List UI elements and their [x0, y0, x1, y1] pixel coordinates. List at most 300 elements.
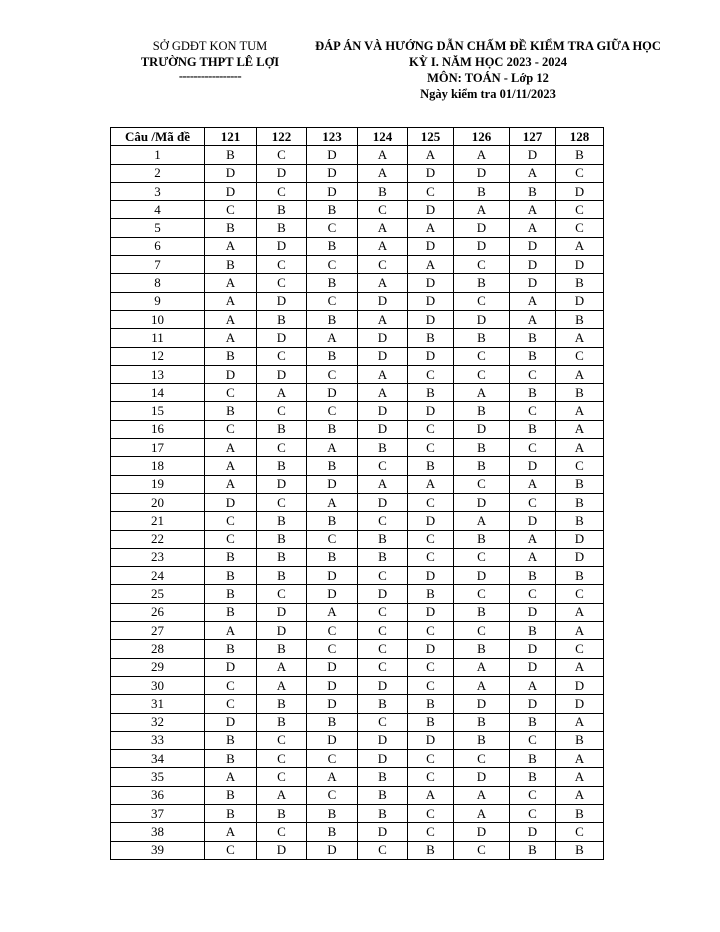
answer-cell: C: [205, 512, 257, 530]
answer-cell: A: [307, 439, 358, 457]
answer-cell: B: [307, 457, 358, 475]
answer-cell: B: [205, 347, 257, 365]
answer-cell: C: [510, 786, 556, 804]
column-header-code: 122: [257, 128, 307, 146]
table-row: [111, 804, 604, 822]
answer-cell: B: [205, 548, 257, 566]
answer-cell: C: [408, 530, 454, 548]
answer-cell: B: [205, 731, 257, 749]
answer-cell: B: [307, 347, 358, 365]
answer-cell: C: [307, 640, 358, 658]
header-divider: -----------------: [178, 69, 242, 83]
column-header-code: 126: [454, 128, 510, 146]
question-number-cell: 29: [111, 658, 205, 676]
answer-cell: D: [556, 530, 604, 548]
column-header-code: 127: [510, 128, 556, 146]
table-row: [111, 768, 604, 786]
answer-cell: A: [358, 384, 408, 402]
question-number-cell: 35: [111, 768, 205, 786]
answer-cell: C: [408, 420, 454, 438]
answer-cell: C: [556, 164, 604, 182]
answer-table-body: [111, 146, 604, 860]
answer-cell: B: [205, 804, 257, 822]
question-number-cell: 15: [111, 402, 205, 420]
table-row: [111, 347, 604, 365]
answer-cell: D: [454, 695, 510, 713]
table-row: [111, 603, 604, 621]
answer-cell: B: [257, 420, 307, 438]
answer-cell: A: [408, 146, 454, 164]
answer-cell: B: [556, 804, 604, 822]
table-row: [111, 384, 604, 402]
answer-cell: A: [205, 439, 257, 457]
answer-cell: A: [358, 219, 408, 237]
question-number-cell: 8: [111, 274, 205, 292]
answer-cell: C: [408, 768, 454, 786]
answer-cell: D: [510, 823, 556, 841]
answer-cell: D: [454, 310, 510, 328]
answer-cell: B: [510, 347, 556, 365]
answer-cell: D: [257, 841, 307, 859]
answer-cell: C: [408, 658, 454, 676]
answer-cell: A: [408, 256, 454, 274]
table-row: [111, 786, 604, 804]
table-row: [111, 512, 604, 530]
column-header-code: 124: [358, 128, 408, 146]
answer-cell: D: [205, 182, 257, 200]
answer-cell: B: [205, 219, 257, 237]
answer-cell: D: [257, 237, 307, 255]
answer-cell: B: [307, 512, 358, 530]
answer-cell: C: [205, 201, 257, 219]
answer-cell: D: [205, 713, 257, 731]
answer-cell: D: [358, 750, 408, 768]
answer-cell: C: [454, 585, 510, 603]
answer-cell: A: [408, 786, 454, 804]
answer-cell: B: [358, 439, 408, 457]
answer-cell: B: [408, 585, 454, 603]
answer-cell: A: [257, 786, 307, 804]
answer-cell: D: [454, 823, 510, 841]
table-row: [111, 475, 604, 493]
answer-cell: D: [358, 676, 408, 694]
answer-cell: C: [307, 365, 358, 383]
answer-cell: D: [408, 164, 454, 182]
answer-cell: D: [257, 603, 307, 621]
answer-cell: D: [257, 365, 307, 383]
table-row: [111, 841, 604, 859]
question-number-cell: 6: [111, 237, 205, 255]
answer-cell: D: [556, 292, 604, 310]
answer-cell: C: [408, 750, 454, 768]
answer-cell: A: [556, 786, 604, 804]
answer-cell: D: [307, 841, 358, 859]
answer-cell: B: [358, 695, 408, 713]
answer-cell: C: [358, 713, 408, 731]
answer-cell: A: [358, 365, 408, 383]
answer-cell: D: [307, 146, 358, 164]
answer-cell: B: [205, 567, 257, 585]
answer-cell: C: [556, 219, 604, 237]
answer-cell: A: [510, 676, 556, 694]
table-row: [111, 420, 604, 438]
answer-cell: D: [454, 567, 510, 585]
answer-cell: A: [556, 622, 604, 640]
answer-cell: D: [307, 695, 358, 713]
answer-cell: B: [556, 146, 604, 164]
answer-cell: B: [510, 713, 556, 731]
answer-cell: B: [510, 567, 556, 585]
answer-cell: D: [257, 622, 307, 640]
answer-cell: D: [556, 548, 604, 566]
answer-cell: A: [556, 365, 604, 383]
answer-cell: C: [358, 640, 408, 658]
answer-cell: A: [556, 329, 604, 347]
answer-cell: C: [307, 622, 358, 640]
answer-cell: A: [307, 603, 358, 621]
answer-cell: B: [510, 841, 556, 859]
answer-cell: D: [510, 274, 556, 292]
answer-cell: D: [408, 731, 454, 749]
answer-cell: A: [205, 237, 257, 255]
answer-cell: C: [205, 841, 257, 859]
answer-cell: C: [510, 439, 556, 457]
answer-cell: B: [454, 329, 510, 347]
answer-cell: A: [257, 676, 307, 694]
answer-cell: D: [358, 731, 408, 749]
column-header-code: 121: [205, 128, 257, 146]
answer-cell: D: [510, 658, 556, 676]
answer-cell: B: [454, 274, 510, 292]
table-row: [111, 402, 604, 420]
answer-cell: B: [408, 457, 454, 475]
question-number-cell: 12: [111, 347, 205, 365]
answer-cell: D: [205, 164, 257, 182]
answer-cell: B: [358, 530, 408, 548]
answer-cell: B: [205, 786, 257, 804]
answer-cell: D: [358, 585, 408, 603]
column-header-code: 123: [307, 128, 358, 146]
subject-line: MÔN: TOÁN - Lớp 12: [427, 71, 549, 85]
table-header-row: [111, 128, 604, 146]
answer-cell: C: [454, 475, 510, 493]
answer-cell: C: [257, 347, 307, 365]
question-number-cell: 36: [111, 786, 205, 804]
answer-cell: D: [408, 274, 454, 292]
department-name: SỞ GDĐT KON TUM: [152, 39, 268, 53]
answer-cell: A: [205, 823, 257, 841]
question-number-cell: 28: [111, 640, 205, 658]
question-number-cell: 7: [111, 256, 205, 274]
table-row: [111, 146, 604, 164]
answer-cell: D: [408, 292, 454, 310]
answer-cell: D: [205, 493, 257, 511]
answer-cell: A: [358, 237, 408, 255]
answer-cell: D: [556, 676, 604, 694]
answer-cell: D: [408, 201, 454, 219]
table-row: [111, 548, 604, 566]
question-number-cell: 1: [111, 146, 205, 164]
answer-cell: D: [257, 475, 307, 493]
answer-cell: A: [358, 475, 408, 493]
answer-cell: C: [556, 347, 604, 365]
answer-cell: C: [408, 182, 454, 200]
table-row: [111, 750, 604, 768]
answer-cell: D: [257, 329, 307, 347]
answer-cell: C: [307, 750, 358, 768]
answer-cell: D: [454, 237, 510, 255]
answer-cell: C: [257, 182, 307, 200]
answer-cell: B: [454, 530, 510, 548]
answer-cell: D: [454, 493, 510, 511]
question-number-cell: 3: [111, 182, 205, 200]
answer-cell: C: [454, 365, 510, 383]
answer-cell: A: [510, 201, 556, 219]
answer-cell: B: [454, 603, 510, 621]
header-right: [292, 38, 684, 102]
answer-cell: C: [510, 585, 556, 603]
answer-cell: D: [307, 182, 358, 200]
answer-cell: C: [205, 420, 257, 438]
answer-cell: A: [510, 548, 556, 566]
answer-cell: D: [510, 603, 556, 621]
answer-cell: A: [454, 201, 510, 219]
document-title-line-1: ĐÁP ÁN VÀ HƯỚNG DẪN CHẤM ĐỀ KIỂM TRA GIỮA HỌC: [315, 39, 661, 53]
answer-cell: A: [556, 402, 604, 420]
answer-cell: D: [510, 146, 556, 164]
answer-cell: C: [510, 402, 556, 420]
answer-cell: C: [257, 731, 307, 749]
question-number-cell: 13: [111, 365, 205, 383]
column-header-code: 128: [556, 128, 604, 146]
question-number-cell: 18: [111, 457, 205, 475]
answer-cell: D: [510, 457, 556, 475]
answer-cell: C: [556, 585, 604, 603]
answer-cell: B: [257, 567, 307, 585]
answer-cell: A: [454, 804, 510, 822]
answer-cell: B: [257, 201, 307, 219]
answer-cell: C: [307, 530, 358, 548]
table-row: [111, 567, 604, 585]
answer-cell: D: [307, 585, 358, 603]
table-row: [111, 530, 604, 548]
answer-key-table: [110, 127, 604, 860]
answer-cell: C: [556, 823, 604, 841]
answer-cell: A: [205, 457, 257, 475]
answer-cell: A: [556, 713, 604, 731]
answer-cell: A: [510, 310, 556, 328]
answer-cell: B: [257, 713, 307, 731]
question-number-cell: 24: [111, 567, 205, 585]
answer-cell: B: [307, 274, 358, 292]
question-number-cell: 23: [111, 548, 205, 566]
answer-cell: A: [205, 292, 257, 310]
answer-cell: A: [454, 786, 510, 804]
answer-cell: C: [358, 201, 408, 219]
answer-cell: D: [257, 292, 307, 310]
answer-cell: A: [307, 329, 358, 347]
answer-cell: B: [205, 256, 257, 274]
answer-cell: A: [358, 146, 408, 164]
answer-cell: D: [358, 493, 408, 511]
answer-cell: C: [257, 493, 307, 511]
question-number-cell: 17: [111, 439, 205, 457]
answer-cell: B: [408, 841, 454, 859]
answer-cell: D: [358, 402, 408, 420]
table-row: [111, 658, 604, 676]
answer-cell: D: [307, 164, 358, 182]
answer-cell: A: [454, 146, 510, 164]
answer-cell: D: [257, 164, 307, 182]
answer-cell: C: [556, 640, 604, 658]
answer-cell: D: [358, 420, 408, 438]
answer-cell: B: [257, 804, 307, 822]
answer-cell: C: [408, 365, 454, 383]
answer-cell: D: [307, 475, 358, 493]
answer-cell: C: [257, 256, 307, 274]
table-row: [111, 823, 604, 841]
table-row: [111, 493, 604, 511]
answer-cell: B: [556, 384, 604, 402]
answer-cell: C: [307, 292, 358, 310]
answer-cell: A: [510, 530, 556, 548]
answer-cell: C: [454, 256, 510, 274]
answer-cell: B: [257, 640, 307, 658]
answer-cell: D: [408, 402, 454, 420]
question-number-cell: 33: [111, 731, 205, 749]
answer-cell: D: [510, 640, 556, 658]
answer-cell: D: [307, 731, 358, 749]
answer-cell: C: [358, 622, 408, 640]
answer-cell: A: [408, 219, 454, 237]
question-number-cell: 25: [111, 585, 205, 603]
answer-cell: D: [205, 658, 257, 676]
answer-cell: A: [510, 475, 556, 493]
table-row: [111, 439, 604, 457]
answer-cell: C: [408, 676, 454, 694]
answer-cell: B: [307, 713, 358, 731]
answer-cell: A: [408, 475, 454, 493]
answer-cell: C: [408, 493, 454, 511]
answer-cell: C: [257, 823, 307, 841]
document-title-line-2: KỲ I. NĂM HỌC 2023 - 2024: [409, 55, 567, 69]
table-row: [111, 731, 604, 749]
table-row: [111, 164, 604, 182]
question-number-cell: 9: [111, 292, 205, 310]
answer-cell: B: [408, 695, 454, 713]
answer-cell: D: [307, 676, 358, 694]
answer-cell: B: [556, 512, 604, 530]
answer-cell: B: [358, 786, 408, 804]
answer-cell: B: [454, 731, 510, 749]
answer-cell: B: [358, 182, 408, 200]
answer-cell: C: [307, 786, 358, 804]
question-number-cell: 11: [111, 329, 205, 347]
answer-cell: C: [510, 804, 556, 822]
answer-cell: B: [257, 457, 307, 475]
answer-cell: D: [510, 237, 556, 255]
answer-cell: D: [408, 512, 454, 530]
answer-cell: D: [510, 695, 556, 713]
answer-cell: C: [257, 750, 307, 768]
answer-cell: D: [358, 329, 408, 347]
answer-cell: B: [454, 439, 510, 457]
answer-cell: B: [307, 548, 358, 566]
answer-cell: B: [257, 530, 307, 548]
answer-cell: C: [454, 548, 510, 566]
answer-cell: A: [510, 292, 556, 310]
answer-cell: B: [510, 768, 556, 786]
question-number-cell: 21: [111, 512, 205, 530]
question-number-cell: 38: [111, 823, 205, 841]
answer-cell: B: [307, 420, 358, 438]
answer-cell: C: [358, 512, 408, 530]
answer-cell: D: [556, 256, 604, 274]
answer-cell: D: [408, 237, 454, 255]
answer-cell: D: [408, 603, 454, 621]
answer-cell: D: [358, 347, 408, 365]
question-number-cell: 16: [111, 420, 205, 438]
table-row: [111, 640, 604, 658]
question-number-cell: 34: [111, 750, 205, 768]
answer-cell: A: [556, 603, 604, 621]
answer-cell: C: [556, 201, 604, 219]
answer-cell: A: [556, 768, 604, 786]
exam-date: Ngày kiểm tra 01/11/2023: [420, 87, 556, 101]
answer-cell: A: [556, 658, 604, 676]
answer-cell: C: [307, 219, 358, 237]
column-header-code: 125: [408, 128, 454, 146]
answer-cell: B: [307, 237, 358, 255]
answer-cell: C: [205, 676, 257, 694]
answer-cell: C: [257, 439, 307, 457]
question-number-cell: 27: [111, 622, 205, 640]
answer-cell: C: [205, 530, 257, 548]
answer-cell: B: [307, 823, 358, 841]
answer-cell: B: [307, 310, 358, 328]
answer-cell: C: [205, 384, 257, 402]
answer-cell: A: [454, 512, 510, 530]
answer-cell: C: [408, 804, 454, 822]
answer-cell: C: [257, 274, 307, 292]
answer-cell: A: [358, 274, 408, 292]
table-row: [111, 201, 604, 219]
answer-cell: C: [257, 146, 307, 164]
answer-cell: C: [257, 585, 307, 603]
question-number-cell: 4: [111, 201, 205, 219]
answer-cell: C: [408, 622, 454, 640]
answer-cell: A: [454, 676, 510, 694]
answer-cell: C: [510, 493, 556, 511]
answer-cell: A: [454, 384, 510, 402]
answer-cell: D: [408, 310, 454, 328]
table-row: [111, 713, 604, 731]
answer-cell: B: [307, 804, 358, 822]
question-number-cell: 2: [111, 164, 205, 182]
answer-cell: B: [257, 548, 307, 566]
question-number-cell: 30: [111, 676, 205, 694]
answer-cell: A: [205, 329, 257, 347]
answer-cell: C: [358, 841, 408, 859]
table-row: [111, 457, 604, 475]
answer-cell: B: [257, 310, 307, 328]
answer-cell: B: [205, 585, 257, 603]
question-number-cell: 10: [111, 310, 205, 328]
answer-cell: B: [510, 750, 556, 768]
question-number-cell: 22: [111, 530, 205, 548]
answer-cell: B: [408, 329, 454, 347]
answer-cell: C: [510, 731, 556, 749]
